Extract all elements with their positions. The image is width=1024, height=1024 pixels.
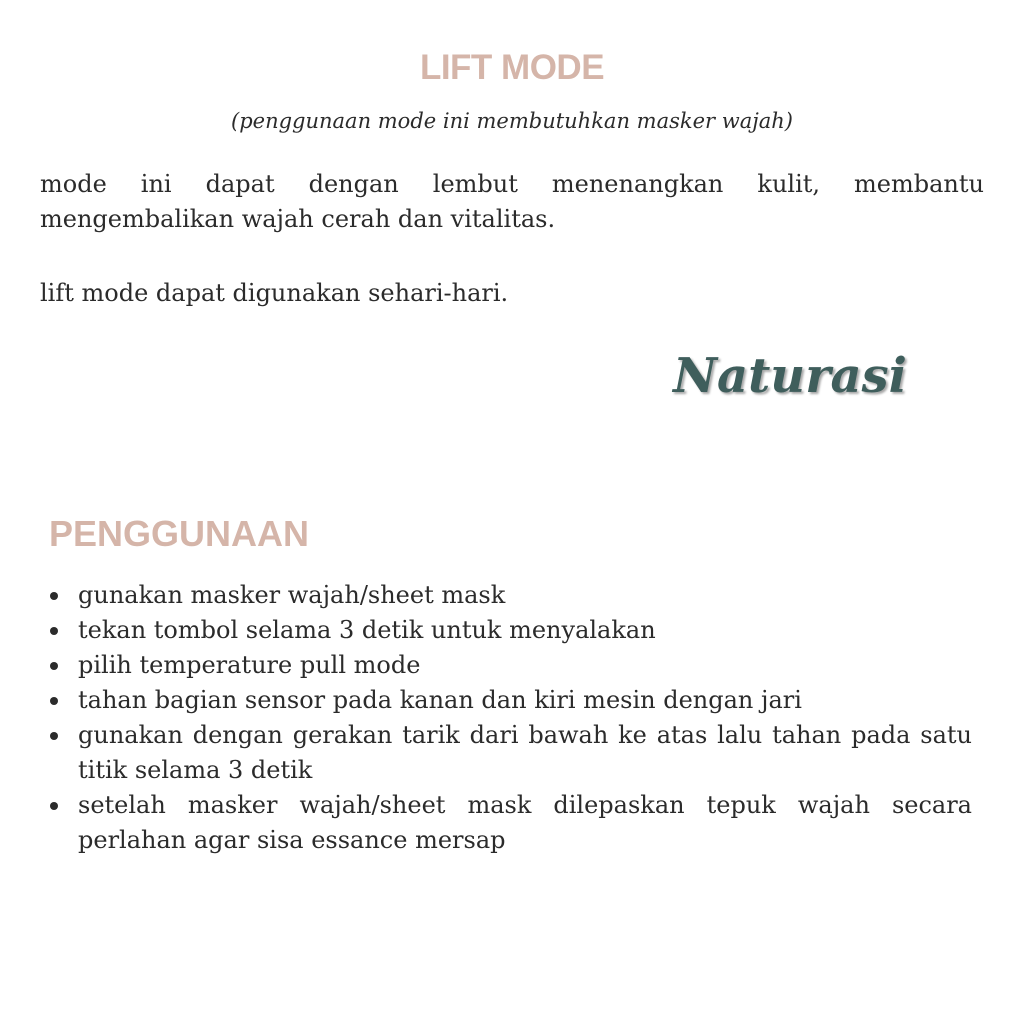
usage-heading: PENGGUNAAN xyxy=(49,513,310,554)
intro-paragraph: mode ini dapat dengan lembut menenangkan kulit, membantu mengembalikan wajah cerah dan vitalitas. xyxy=(40,170,984,233)
bullet-icon xyxy=(50,592,58,600)
list-item xyxy=(40,683,972,718)
step-text: gunakan masker wajah/sheet mask xyxy=(78,581,506,609)
list-item xyxy=(40,718,972,788)
brand-logo: Naturasi xyxy=(673,348,907,404)
page-subtitle: (penggunaan mode ini membutuhkan masker wajah) xyxy=(231,109,793,133)
usage-steps-list xyxy=(40,578,972,858)
step-text: tahan bagian sensor pada kanan dan kiri mesin dengan jari xyxy=(78,686,802,714)
bullet-icon xyxy=(50,662,58,670)
list-item xyxy=(40,578,972,613)
step-text: pilih temperature pull mode xyxy=(78,651,421,679)
bullet-icon xyxy=(50,697,58,705)
list-item xyxy=(40,613,972,648)
step-text: setelah masker wajah/sheet mask dilepaskan tepuk wajah secara perlahan agar sisa essance mersap xyxy=(78,791,972,854)
step-text: gunakan dengan gerakan tarik dari bawah ke atas lalu tahan pada satu titik selama 3 detik xyxy=(78,721,972,784)
step-text: tekan tombol selama 3 detik untuk menyalakan xyxy=(78,616,656,644)
list-item xyxy=(40,648,972,683)
bullet-icon xyxy=(50,732,58,740)
list-item xyxy=(40,788,972,858)
bullet-icon xyxy=(50,627,58,635)
usage-note-paragraph: lift mode dapat digunakan sehari-hari. xyxy=(40,279,509,307)
page-title: LIFT MODE xyxy=(419,48,605,87)
bullet-icon xyxy=(50,802,58,810)
